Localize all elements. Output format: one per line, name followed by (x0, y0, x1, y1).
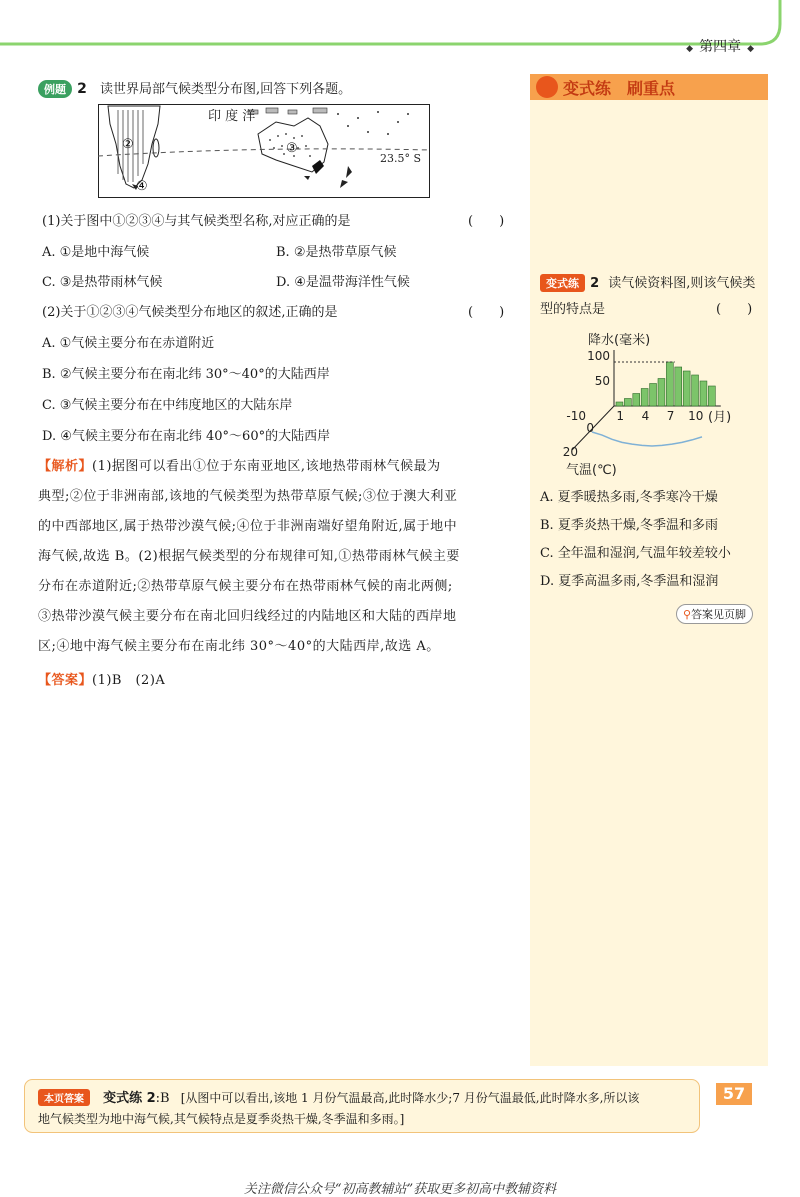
chapter-title: 第四章 (699, 39, 742, 55)
question-1-bracket: ( ) (468, 214, 505, 229)
diamond-icon: ◆ (747, 44, 754, 54)
marker-2: ② (122, 137, 134, 152)
chart-xlabel: (月) (708, 410, 732, 425)
footer-tag-row (38, 1087, 639, 1109)
x-tick-label: 4 (641, 409, 650, 423)
q1-option-d: D. ④是温带海洋性气候 (276, 275, 410, 290)
side-option-d: D. 夏季高温多雨,冬季温和湿润 (540, 574, 719, 589)
q2-option-d: D. ④气候主要分布在南北纬 40°～60°的大陆西岸 (42, 429, 331, 444)
pin-icon: ⚲ (683, 608, 692, 621)
bottom-note: 关注微信公众号“初高教辅站”获取更多初高中教辅资料 (243, 1182, 557, 1197)
analysis-block (38, 452, 518, 662)
answer-label: 【答案】 (38, 673, 93, 688)
answer-row (38, 666, 165, 696)
precip-bar (675, 367, 682, 406)
analysis-label: 【解析】 (38, 459, 93, 474)
analysis-line: (1)据图可以看出①位于东南亚地区,该地热带雨林气候最为 (92, 459, 441, 474)
side-question-bracket: ( ) (716, 302, 753, 317)
climate-chart (548, 328, 748, 478)
precip-bar (616, 402, 623, 406)
ocean-label: 印 度 洋 (208, 109, 256, 124)
q2-option-a: A. ①气候主要分布在赤道附近 (42, 336, 215, 351)
y-tick-label: 50 (594, 374, 610, 388)
x-tick-label: 10 (688, 409, 704, 423)
variant-tag: 变式练 (540, 274, 585, 292)
question-2: (2)关于①②③④气候类型分布地区的叙述,正确的是 (42, 305, 338, 320)
precip-bar (692, 375, 699, 406)
precip-bar (683, 371, 690, 406)
precip-bar (633, 394, 640, 407)
page-number: 57 (716, 1083, 752, 1105)
x-tick-label: 1 (616, 409, 625, 423)
marker-3: ③ (286, 141, 298, 156)
q1-option-a: A. ①是地中海气候 (42, 245, 150, 260)
precip-bar (658, 379, 665, 407)
temp-tick-label: 20 (562, 445, 578, 459)
chart-ylabel: 降水(毫米) (588, 333, 651, 348)
answer-footnote-text: 答案见页脚 (691, 608, 747, 621)
precip-bar (708, 386, 715, 406)
side-option-c: C. 全年温和湿润,气温年较差较小 (540, 546, 731, 561)
y-tick-label: 100 (587, 349, 610, 363)
analysis-line: 分布在赤道附近;②热带草原气候主要分布在热带雨林气候的南北两侧; (38, 579, 453, 594)
analysis-line: 海气候,故选 B。(2)根据气候类型的分布规律可知,①热带雨林气候主要 (38, 549, 460, 564)
marker-4: ④ (136, 179, 148, 194)
variant-number: 2 (590, 276, 600, 291)
q2-option-c: C. ③气候主要分布在中纬度地区的大陆东岸 (42, 398, 293, 413)
answer-text: (1)B (2)A (92, 673, 166, 688)
temp-tick-label: 0 (586, 421, 594, 435)
temp-tick-label: -10 (566, 409, 586, 423)
analysis-line: 的中西部地区,属于热带沙漠气候;④位于非洲南端好望角附近,属于地中 (38, 519, 458, 534)
tropic-label: 23.5° S (380, 152, 422, 165)
side-option-a: A. 夏季暖热多雨,冬季寒冷干燥 (540, 490, 718, 505)
side-option-b: B. 夏季炎热干燥,冬季温和多雨 (540, 518, 718, 533)
temperature-curve (592, 432, 702, 446)
answer-footnote-pill (676, 604, 753, 624)
q1-option-c: C. ③是热带雨林气候 (42, 275, 163, 290)
diamond-icon: ◆ (686, 44, 694, 54)
q2-option-b: B. ②气候主要分布在南北纬 30°～40°的大陆西岸 (42, 367, 330, 382)
side-question (540, 272, 755, 294)
question-2-bracket: ( ) (468, 305, 505, 320)
side-question-line1: 读气候资料图,则该气候类 (608, 276, 756, 291)
precip-bar (624, 399, 631, 407)
example-tag: 例题 (38, 80, 72, 98)
side-panel (530, 74, 768, 1066)
footer-line2: 地气候类型为地中海气候,其气候特点是夏季炎热干燥,冬季温和多雨。] (38, 1112, 405, 1126)
precip-bar (641, 389, 648, 407)
footer-tag: 本页答案 (38, 1089, 90, 1106)
question-1: (1)关于图中①②③④与其气候类型名称,对应正确的是 (42, 214, 351, 229)
analysis-line: 区;④地中海气候主要分布在南北纬 30°～40°的大陆西岸,故选 A。 (38, 639, 440, 654)
x-tick-label: 7 (666, 409, 675, 423)
analysis-line: 典型;②位于非洲南部,该地的气候类型为热带草原气候;③位于澳大利亚 (38, 489, 458, 504)
chart-temp-label: 气温(℃) (566, 463, 617, 478)
footer-line1: [从图中可以看出,该地 1 月份气温最高,此时降水少;7 月份气温最低,此时降水多,所以该 (180, 1091, 640, 1105)
brush-icon (536, 76, 558, 98)
analysis-line: ③热带沙漠气候主要分布在南北回归线经过的内陆地区和大陆的西岸地 (38, 609, 457, 624)
world-climate-map (98, 104, 430, 198)
example-intro: 读世界局部气候类型分布图,回答下列各题。 (99, 82, 352, 97)
footer-answer: :B (155, 1091, 170, 1106)
precip-bar (700, 381, 707, 406)
side-question-line2: 型的特点是 (540, 302, 606, 317)
side-panel-title: 变式练 刷重点 (563, 79, 676, 98)
precip-bar (666, 362, 673, 406)
precip-bar (650, 384, 657, 407)
chapter-header (680, 36, 760, 56)
footer-label: 变式练 2 (103, 1091, 156, 1106)
example-heading (38, 78, 351, 100)
q1-option-b: B. ②是热带草原气候 (276, 245, 397, 260)
example-number: 2 (77, 81, 87, 97)
